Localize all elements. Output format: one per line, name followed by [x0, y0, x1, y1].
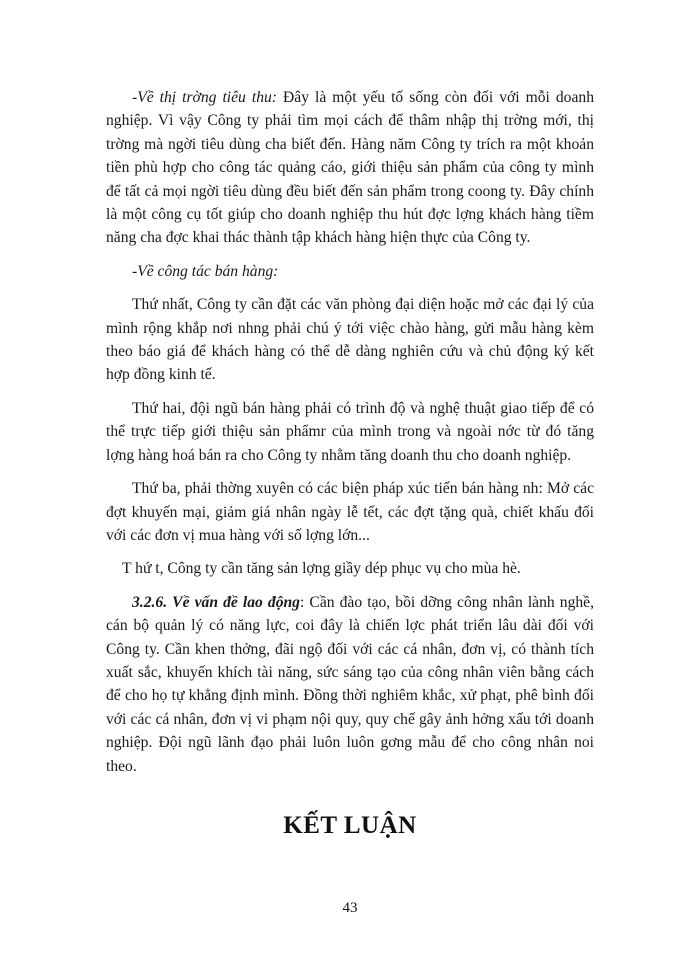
paragraph-market-lead: -Về thị trờng tiêu thu: [132, 89, 277, 106]
paragraph-third: Thứ ba, phải thờng xuyên có các biện pháp xúc tiến bán hàng nh: Mở các đợt khuyến mại, giảm giá nhân ngày lễ tết, các đợt tặng quà, chiết khấu đối với các đơn vị mua hàng với số lợng lớn... [106, 480, 594, 544]
paragraph-second: Thứ hai, đội ngũ bán hàng phải có trình độ và nghệ thuật giao tiếp để có thể trực tiếp giới thiệu sản phẩmr của mình trong và ngoài nớc từ đó tăng lợng hàng hoá bán ra cho Công ty nhằm tăng doanh thu cho doanh nghiệp. [106, 399, 594, 464]
conclusion-heading: KẾT LUẬN [283, 812, 417, 839]
paragraph-market-body: Đây là một yếu tố sống còn đối với mỗi doanh nghiệp. Vì vậy Công ty phải tìm mọi cách để thâm nhập thị trờng mới, thị trờng mà ngời tiêu dùng cha biết đến. Hàng năm Công ty trích ra một khoản tiền phù hợp cho công tác quảng cáo, giới thiệu sản phẩm của công ty mình để tất cả mọi ngời tiêu dùng đều biết đến sản phẩm trong coong ty. Đây chính là một công cụ tốt giúp cho doanh nghiệp thu hút đợc lợng khách hàng tiềm năng cha đợc khai thác thành tập khách hàng hiện thực của Công ty. [106, 89, 594, 247]
sales-heading: -Về công tác bán hàng: [132, 262, 279, 280]
paragraph-fourth: T hứ t, Công ty cần tăng sản lợng giầy dép phục vụ cho mùa hè. [122, 560, 521, 578]
paragraph-first: Thứ nhất, Công ty cần đặt các văn phòng đại diện hoặc mở các đại lý của mình rộng khắp nơi nhng phải chú ý tới việc chào hàng, gửi mẫu hàng kèm theo báo giá để khách hàng có thể dễ dàng nghiên cứu và chủ động ký kết hợp đồng kinh tế. [106, 296, 594, 384]
paragraph-labor [106, 591, 594, 778]
page-number: 43 [342, 900, 358, 916]
paragraph-market [106, 86, 594, 250]
paragraph-labor-body: : Cần đào tạo, bồi dỡng công nhân lành nghề, cán bộ quản lý có năng lực, coi đây là chiến lợc phát triển lâu dài đối với Công ty. Cần khen thởng, đãi ngộ đối với các cá nhân, đơn vị, có thành tích xuất sắc, khuyến khích tài năng, sức sáng tạo của công nhân viên bằng cách để cho họ tự khẳng định mình. Đồng thời nghiêm khắc, xử phạt, phê bình đối với các cá nhân, đơn vị vi phạm nội quy, quy chế gây ảnh hởng xấu tới doanh nghiệp. Đội ngũ lãnh đạo phải luôn luôn gơng mẫu để cho công nhân noi theo. [106, 593, 594, 775]
paragraph-labor-lead: 3.2.6. Về vấn đề lao động [132, 593, 300, 611]
